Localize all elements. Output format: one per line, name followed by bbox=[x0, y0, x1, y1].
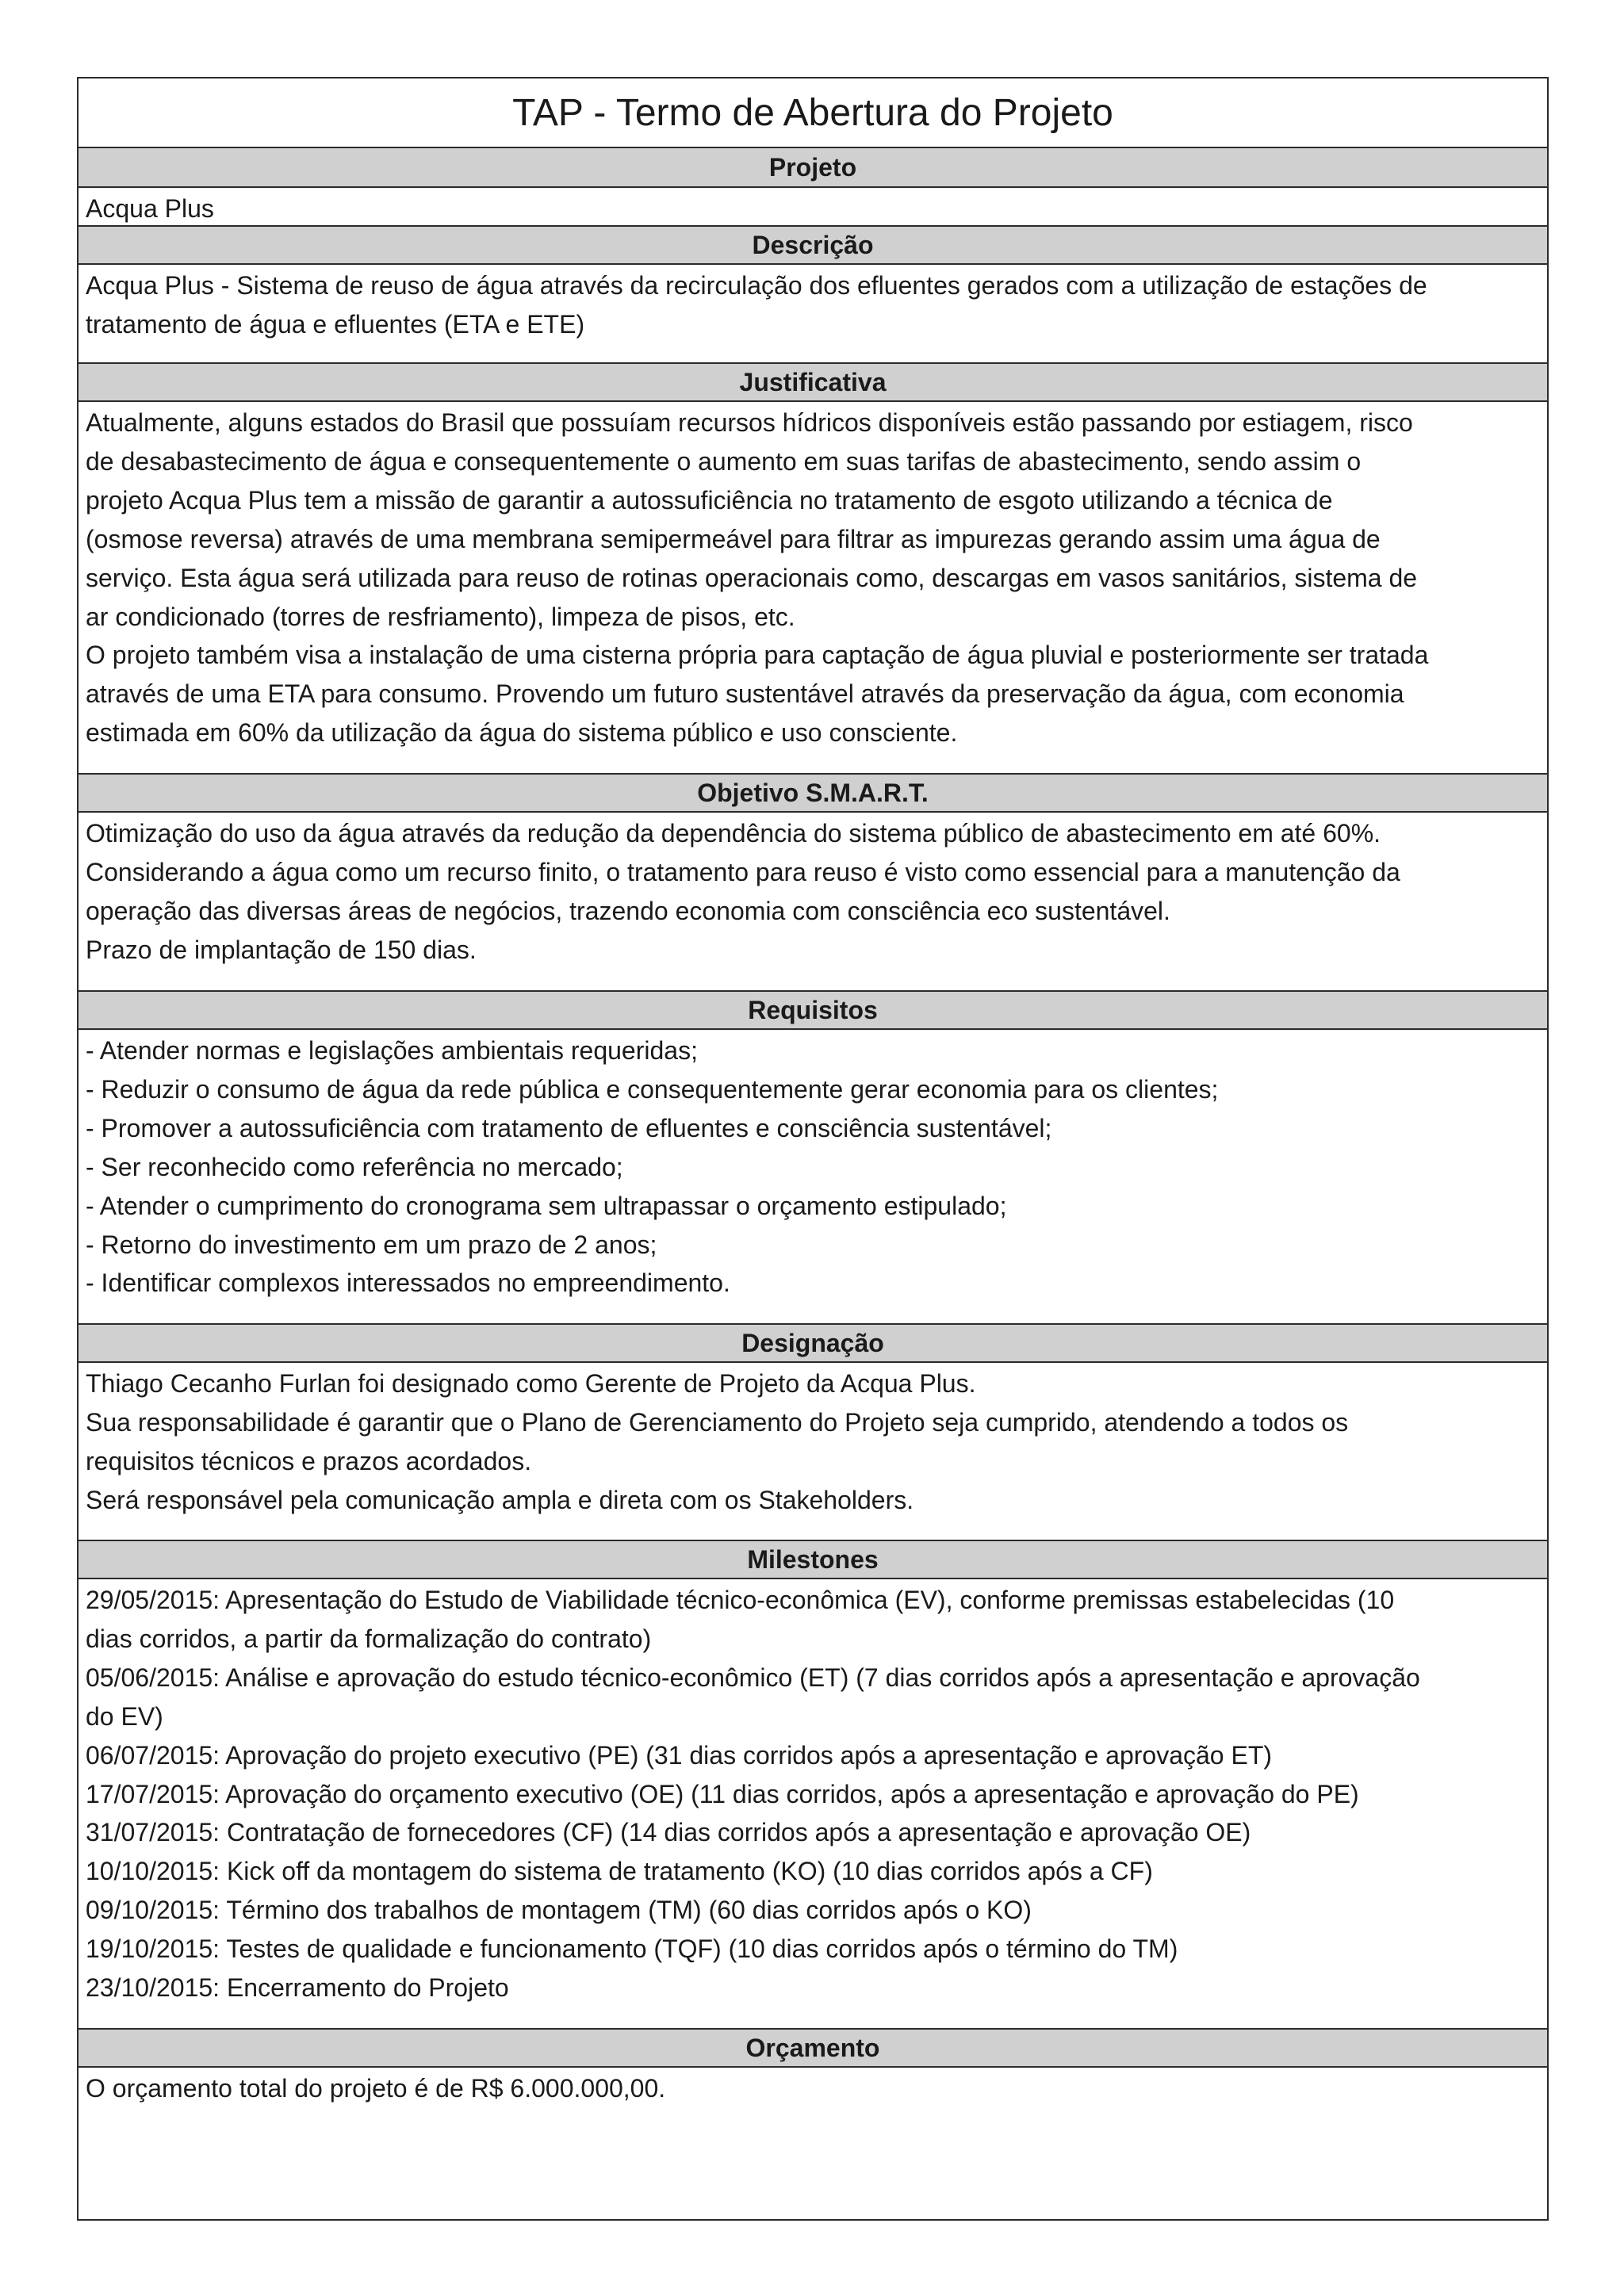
text-line: estimada em 60% da utilização da água do sistema público e uso consciente. bbox=[86, 718, 958, 748]
text-line: - Promover a autossuficiência com tratamento de efluentes e consciência sustentável; bbox=[86, 1113, 1052, 1142]
text-line: 17/07/2015: Aprovação do orçamento executivo (OE) (11 dias corridos, após a apresentação e aprovação do PE) bbox=[86, 1779, 1359, 1808]
text-line: - Reduzir o consumo de água da rede pública e consequentemente gerar economia para os clientes; bbox=[86, 1074, 1219, 1104]
section-header-projeto: Projeto bbox=[79, 148, 1547, 188]
text-line: Acqua Plus - Sistema de reuso de água através da recirculação dos efluentes gerados com a utilização de estações de bbox=[86, 271, 1427, 300]
section-content-designacao bbox=[79, 1363, 1547, 1541]
text-line: 29/05/2015: Apresentação do Estudo de Viabilidade técnico-econômica (EV), conforme premissas estabelecidas (10 bbox=[86, 1586, 1395, 1614]
section-content-objetivo bbox=[79, 813, 1547, 992]
text-line: operação das diversas áreas de negócios, trazendo economia com consciência eco sustentável. bbox=[86, 896, 1170, 925]
section-content-projeto bbox=[79, 188, 1547, 227]
section-header-orcamento: Orçamento bbox=[79, 2028, 1547, 2068]
section-content-requisitos bbox=[79, 1030, 1547, 1325]
section-content-milestones bbox=[79, 1579, 1547, 2030]
text-line: serviço. Esta água será utilizada para reuso de rotinas operacionais como, descargas em vasos sanitários, sistema de bbox=[86, 563, 1418, 592]
text-line: O orçamento total do projeto é de R$ 6.000.000,00. bbox=[86, 2074, 666, 2103]
text-line: projeto Acqua Plus tem a missão de garantir a autossuficiência no tratamento de esgoto utilizando a técnica de bbox=[86, 485, 1333, 515]
section-content-orcamento bbox=[79, 2068, 1547, 2218]
text-line: Atualmente, alguns estados do Brasil que possuíam recursos hídricos disponíveis estão passando por estiagem, risco bbox=[86, 408, 1413, 437]
text-line: Otimização do uso da água através da redução da dependência do sistema público de abastecimento em até 60%. bbox=[86, 819, 1381, 848]
text-line: (osmose reversa) através de uma membrana semipermeável para filtrar as impurezas gerando assim uma água de bbox=[86, 524, 1381, 553]
tap-document bbox=[77, 77, 1549, 2221]
text-line: do EV) bbox=[86, 1701, 163, 1731]
text-line: Sua responsabilidade é garantir que o Plano de Gerenciamento do Projeto seja cumprido, atendendo a todos os bbox=[86, 1407, 1349, 1437]
text-line: tratamento de água e efluentes (ETA e ETE) bbox=[86, 309, 585, 339]
text-line: 05/06/2015: Análise e aprovação do estudo técnico-econômico (ET) (7 dias corridos após a apresentação e aprovação bbox=[86, 1663, 1420, 1692]
text-line: 09/10/2015: Término dos trabalhos de montagem (TM) (60 dias corridos após o KO) bbox=[86, 1896, 1032, 1925]
text-line: - Atender o cumprimento do cronograma sem ultrapassar o orçamento estipulado; bbox=[86, 1191, 1007, 1220]
section-header-requisitos: Requisitos bbox=[79, 990, 1547, 1030]
section-content-justificativa bbox=[79, 402, 1547, 775]
text-line: 06/07/2015: Aprovação do projeto executivo (PE) (31 dias corridos após a apresentação e aprovação ET) bbox=[86, 1740, 1273, 1770]
text-line: dias corridos, a partir da formalização do contrato) bbox=[86, 1624, 652, 1653]
text-line: ar condicionado (torres de resfriamento), limpeza de pisos, etc. bbox=[86, 602, 795, 631]
text-line: 31/07/2015: Contratação de fornecedores (CF) (14 dias corridos após a apresentação e aprovação OE) bbox=[86, 1818, 1251, 1847]
text-line: Será responsável pela comunicação ampla e direta com os Stakeholders. bbox=[86, 1485, 914, 1514]
text-line: - Atender normas e legislações ambientais requeridas; bbox=[86, 1036, 698, 1065]
section-header-objetivo: Objetivo S.M.A.R.T. bbox=[79, 773, 1547, 813]
text-line: 10/10/2015: Kick off da montagem do sistema de tratamento (KO) (10 dias corridos após a CF) bbox=[86, 1857, 1153, 1886]
text-line: Thiago Cecanho Furlan foi designado como Gerente de Projeto da Acqua Plus. bbox=[86, 1369, 976, 1398]
text-line: requisitos técnicos e prazos acordados. bbox=[86, 1446, 532, 1475]
text-line: - Identificar complexos interessados no empreendimento. bbox=[86, 1269, 730, 1298]
text-line: Considerando a água como um recurso finito, o tratamento para reuso é visto como essencial para a manutenção da bbox=[86, 857, 1400, 886]
section-header-designacao: Designação bbox=[79, 1323, 1547, 1363]
section-header-justificativa: Justificativa bbox=[79, 362, 1547, 402]
text-line: - Retorno do investimento em um prazo de 2 anos; bbox=[86, 1230, 657, 1259]
document-title: TAP - Termo de Abertura do Projeto bbox=[79, 78, 1547, 148]
text-line: 23/10/2015: Encerramento do Projeto bbox=[86, 1973, 509, 2003]
text-line: Prazo de implantação de 150 dias. bbox=[86, 935, 477, 964]
section-header-descricao: Descrição bbox=[79, 225, 1547, 265]
section-content-descricao bbox=[79, 265, 1547, 364]
text-line: de desabastecimento de água e consequentemente o aumento em suas tarifas de abastecimento, sendo assim o bbox=[86, 446, 1362, 476]
text-line: 19/10/2015: Testes de qualidade e funcionamento (TQF) (10 dias corridos após o término do TM) bbox=[86, 1934, 1178, 1964]
text-line: Acqua Plus bbox=[86, 194, 214, 223]
text-line: através de uma ETA para consumo. Provendo um futuro sustentável através da preservação da água, com economia bbox=[86, 679, 1404, 709]
text-line: - Ser reconhecido como referência no mercado; bbox=[86, 1152, 623, 1181]
section-header-milestones: Milestones bbox=[79, 1540, 1547, 1579]
text-line: O projeto também visa a instalação de uma cisterna própria para captação de água pluvial e posteriormente ser tratada bbox=[86, 641, 1429, 670]
